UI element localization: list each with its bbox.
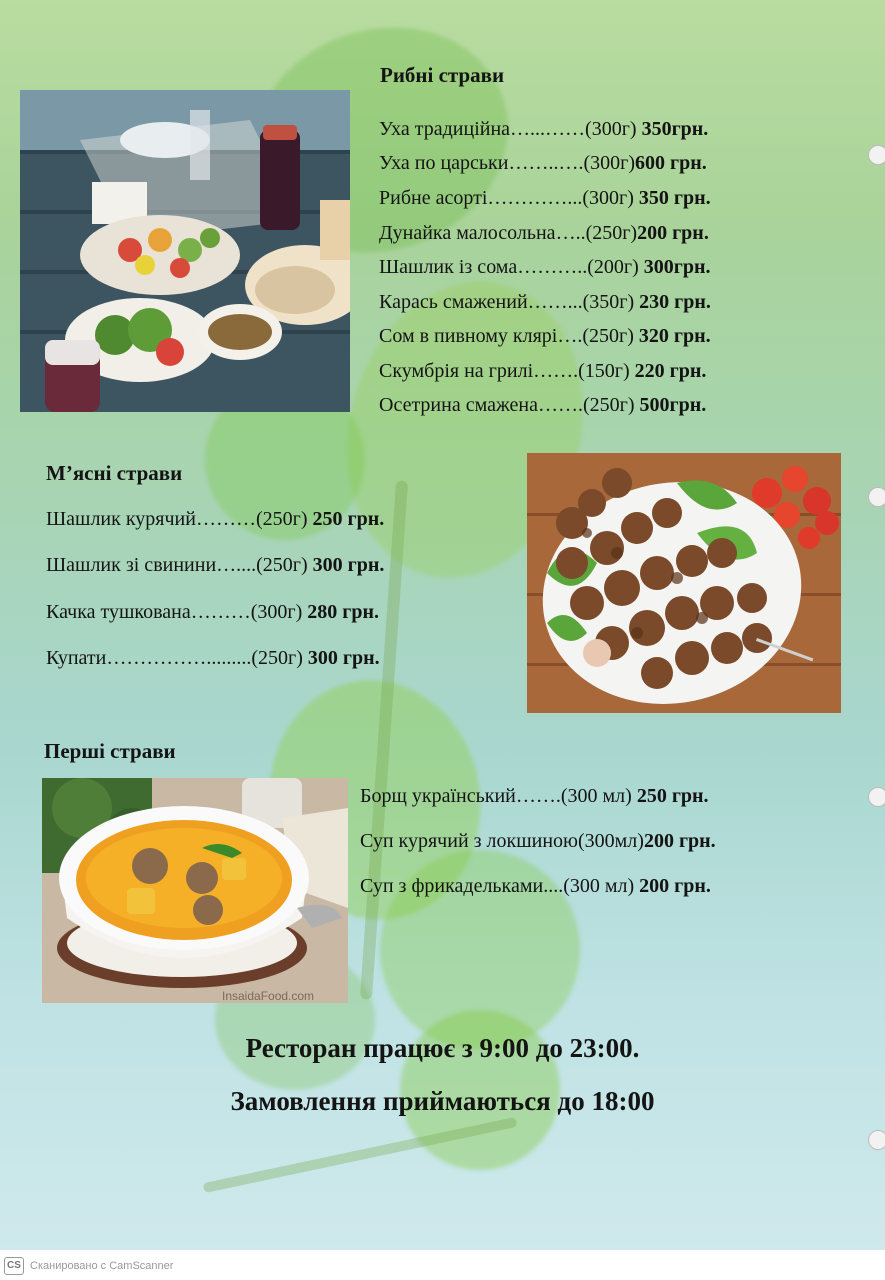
fish-menu-item: Уха по царськи……..….(300г)600 грн. bbox=[379, 152, 707, 174]
svg-text:InsaidaFood.com: InsaidaFood.com bbox=[222, 989, 315, 1003]
soup-menu-item: Борщ український…….(300 мл) 250 грн. bbox=[360, 785, 709, 807]
meat-menu-item: Шашлик зі свинини…....(250г) 300 грн. bbox=[46, 554, 385, 576]
soup-menu-item: Суп курячий з локшиною(300мл)200 грн. bbox=[360, 830, 716, 852]
binder-hole bbox=[868, 787, 885, 807]
fish-table-photo bbox=[20, 90, 350, 412]
soups-section-title: Перші страви bbox=[44, 739, 176, 763]
fish-menu-item: Скумбрія на грилі…….(150г) 220 грн. bbox=[379, 360, 707, 382]
fish-section-title: Рибні страви bbox=[380, 63, 505, 87]
fish-menu-item: Осетрина смажена…….(250г) 500грн. bbox=[379, 394, 707, 416]
binder-hole bbox=[868, 1130, 885, 1150]
soup-menu-item: Суп з фрикадельками....(300 мл) 200 грн. bbox=[360, 875, 711, 897]
binder-hole bbox=[868, 145, 885, 165]
meat-menu-item: Качка тушкована………(300г) 280 грн. bbox=[46, 601, 379, 623]
fish-menu-item: Карась смажений……...(350г) 230 грн. bbox=[379, 291, 711, 313]
fish-menu-item: Рибне асорті…………...(300г) 350 грн. bbox=[379, 187, 711, 209]
fish-menu-item: Шашлик із сома………..(200г) 300грн. bbox=[379, 256, 711, 278]
fish-menu-item: Дунайка малосольна…..(250г)200 грн. bbox=[379, 222, 709, 244]
meat-menu-item: Купати…………….........(250г) 300 грн. bbox=[46, 647, 380, 669]
meat-section-title: М’ясні страви bbox=[46, 461, 183, 485]
meat-menu-item: Шашлик курячий………(250г) 250 грн. bbox=[46, 508, 385, 530]
order-deadline: Замовлення приймаються до 18:00 bbox=[230, 1086, 655, 1116]
opening-hours: Ресторан працює з 9:00 до 23:00. bbox=[245, 1033, 640, 1063]
soup-photo bbox=[42, 778, 348, 1003]
camscanner-watermark bbox=[4, 1257, 173, 1275]
camscanner-text: Сканировано с CamScanner bbox=[30, 1260, 174, 1272]
kebab-photo bbox=[527, 453, 841, 713]
camscanner-logo-icon: CS bbox=[4, 1257, 24, 1275]
fish-menu-item: Сом в пивному клярі….(250г) 320 грн. bbox=[379, 325, 711, 347]
binder-hole bbox=[868, 487, 885, 507]
fish-menu-item: Уха традиційна…...……(300г) 350грн. bbox=[379, 118, 709, 140]
